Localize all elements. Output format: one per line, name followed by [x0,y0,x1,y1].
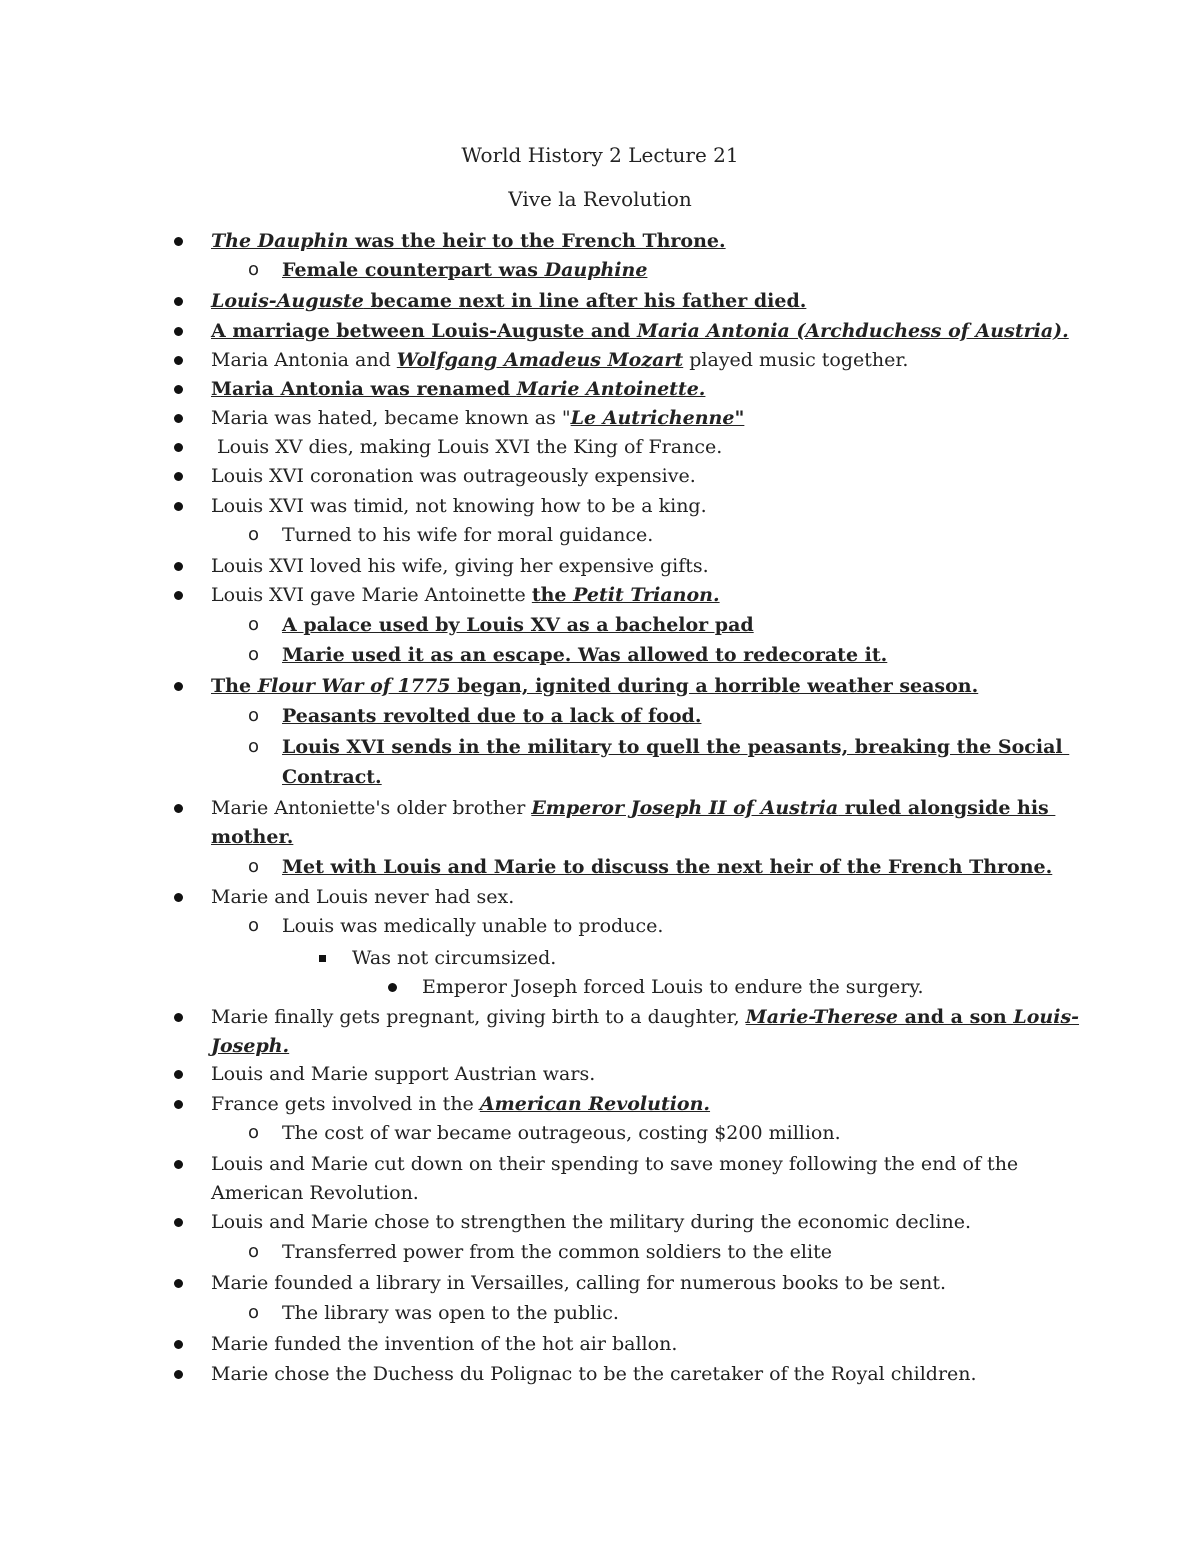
bullet-dot-icon [174,804,183,813]
text-run: Marie Antoinette. [516,378,706,400]
text-run: Louis XVI was timid, not knowing how to be a king. [211,495,707,517]
outline-item-text [282,852,1052,882]
text-run: played music together. [683,349,909,371]
text-run: Marie used it as an escape. Was allowed to redecorate it. [282,644,888,666]
bullet-dot-icon [174,591,183,600]
bullet-dot-icon [174,472,183,481]
outline-item-text [211,793,1055,823]
bullet-circle-icon: o [248,1302,260,1323]
text-run: Maria Antonia and [211,349,397,371]
text-run: Peasants revolted due to a lack of food. [282,705,702,727]
outline-item-text [211,1031,289,1061]
text-run: Contract. [282,766,382,788]
outline-item-text [211,1268,946,1298]
text-run: Petit Trianon. [573,584,720,606]
text-run: mother. [211,826,294,848]
bullet-circle-icon: o [248,644,260,665]
outline-item-text [282,1298,619,1328]
bullet-dot-icon [174,237,183,246]
bullet-dot-icon [174,1279,183,1288]
outline-item-text [211,316,1069,346]
text-run: Dauphine [544,259,648,281]
outline-item-text [211,1359,977,1389]
outline-item-text [282,911,663,941]
bullet-dot-icon [174,356,183,365]
text-run: Louis XVI loved his wife, giving her expensive gifts. [211,555,709,577]
text-run: The Dauphin [211,230,349,252]
outline-item-text [211,822,293,852]
text-run: Met with Louis and Marie to discuss the next heir of the French Throne. [282,856,1053,878]
bullet-dot-icon [174,1013,183,1022]
bullet-circle-icon: o [248,1241,260,1262]
bullet-circle-icon: o [248,736,260,757]
text-run: the [531,584,574,606]
text-run: Louis and Marie cut down on their spending to save money following the end of the [211,1153,1019,1175]
outline-item-text [211,345,908,375]
text-run: France gets involved in the [211,1093,480,1115]
text-run: Marie funded the invention of the hot air ballon. [211,1333,678,1355]
outline-item-text [211,1178,419,1208]
text-run: Louis XVI sends in the military to quell the peasants, breaking the Social [282,736,1070,758]
outline-item-text [211,671,978,701]
outline-item-text [211,403,744,433]
text-run: was the heir to the French Throne. [348,230,726,252]
outline-item-text [211,432,722,462]
text-run: became next in line after his father died. [363,290,807,312]
page-subtitle: Vive la Revolution [508,187,692,211]
text-run: Louis XVI gave Marie Antoinette [211,584,532,606]
text-run: Female counterpart was [282,259,545,281]
bullet-dot-icon [174,1100,183,1109]
page-title: World History 2 Lecture 21 [461,143,739,167]
bullet-dot-icon [174,443,183,452]
text-run: and a son [898,1006,1014,1028]
outline-item-text [211,1329,677,1359]
outline-item-text [282,1237,832,1267]
bullet-dot-icon [174,502,183,511]
outline-item-text [211,461,696,491]
text-run: A marriage between Louis-Auguste and [211,320,637,342]
outline-item-text [282,520,653,550]
outline-item-text [282,1118,841,1148]
outline-item-text [352,943,556,973]
bullet-circle-icon: o [248,1122,260,1143]
text-run: Was not circumsized. [352,947,557,969]
text-run: Marie and Louis never had sex. [211,886,515,908]
bullet-square-icon [319,955,326,962]
text-run: The library was open to the public. [282,1302,619,1324]
text-run: Turned to his wife for moral guidance. [282,524,654,546]
bullet-dot-icon [174,1070,183,1079]
outline-item-text [211,1149,1018,1179]
text-run: Le Autrichenne" [570,407,745,429]
text-run: American Revolution. [211,1182,419,1204]
text-run: The [211,675,258,697]
bullet-dot-icon [174,1340,183,1349]
outline-item-text [282,701,701,731]
outline-item-text [211,580,720,610]
outline-item-text [211,226,726,256]
text-run: Marie founded a library in Versailles, calling for numerous books to be sent. [211,1272,947,1294]
outline-item-text [211,374,705,404]
text-run: Joseph. [211,1035,290,1057]
outline-item-text [282,640,887,670]
text-run: Marie finally gets pregnant, giving birth to a daughter, [211,1006,746,1028]
bullet-dot-icon [174,327,183,336]
text-run: Maria was hated, became known as " [211,407,571,429]
text-run: Marie-Therese [745,1006,898,1028]
text-run: Marie chose the Duchess du Polignac to be the caretaker of the Royal children. [211,1363,977,1385]
outline-item-text [211,491,707,521]
text-run: Louis- [1013,1006,1080,1028]
text-run: Transferred power from the common soldiers to the elite [282,1241,832,1263]
bullet-dot-icon [388,983,397,992]
text-run: Louis XV dies, making Louis XVI the King of France. [211,436,723,458]
text-run: Louis-Auguste [211,290,364,312]
bullet-dot-icon [174,682,183,691]
text-run: Louis and Marie chose to strengthen the military during the economic decline. [211,1211,971,1233]
text-run: Emperor Joseph forced Louis to endure the surgery. [422,976,924,998]
outline-item-text [211,882,514,912]
text-run: Wolfgang Amadeus Mozart [396,349,684,371]
text-run: Flour War of 1775 [257,675,451,697]
outline-item-text [211,1207,971,1237]
text-run: ruled alongside his [838,797,1056,819]
bullet-circle-icon: o [248,524,260,545]
outline-item-text [282,732,1069,762]
bullet-dot-icon [174,1218,183,1227]
bullet-dot-icon [174,893,183,902]
text-run: A palace used by Louis XV as a bachelor pad [282,614,754,636]
outline-item-text [282,762,382,792]
bullet-circle-icon: o [248,856,260,877]
outline-item-text [211,286,806,316]
outline-item-text [211,1089,710,1119]
bullet-circle-icon: o [248,915,260,936]
text-run: Maria Antonia was renamed [211,378,517,400]
bullet-dot-icon [174,562,183,571]
bullet-dot-icon [174,414,183,423]
bullet-circle-icon: o [248,614,260,635]
text-run: Marie Antoniette's older brother [211,797,532,819]
text-run: Maria Antonia (Archduchess of Austria). [636,320,1069,342]
bullet-dot-icon [174,1160,183,1169]
text-run: Emperor Joseph II of Austria [531,797,839,819]
outline-item-text [422,972,924,1002]
bullet-dot-icon [174,385,183,394]
outline-item-text [282,255,647,285]
outline-item-text [282,610,754,640]
bullet-dot-icon [174,297,183,306]
text-run: The cost of war became outrageous, costing $200 million. [282,1122,841,1144]
text-run: began, ignited during a horrible weather season. [450,675,979,697]
text-run: Louis and Marie support Austrian wars. [211,1063,596,1085]
bullet-circle-icon: o [248,259,260,280]
bullet-dot-icon [174,1370,183,1379]
outline-item-text [211,551,709,581]
text-run: American Revolution. [479,1093,711,1115]
bullet-circle-icon: o [248,705,260,726]
text-run: Louis was medically unable to produce. [282,915,664,937]
outline-item-text [211,1059,595,1089]
outline-item-text [211,1002,1079,1032]
text-run: Louis XVI coronation was outrageously expensive. [211,465,696,487]
